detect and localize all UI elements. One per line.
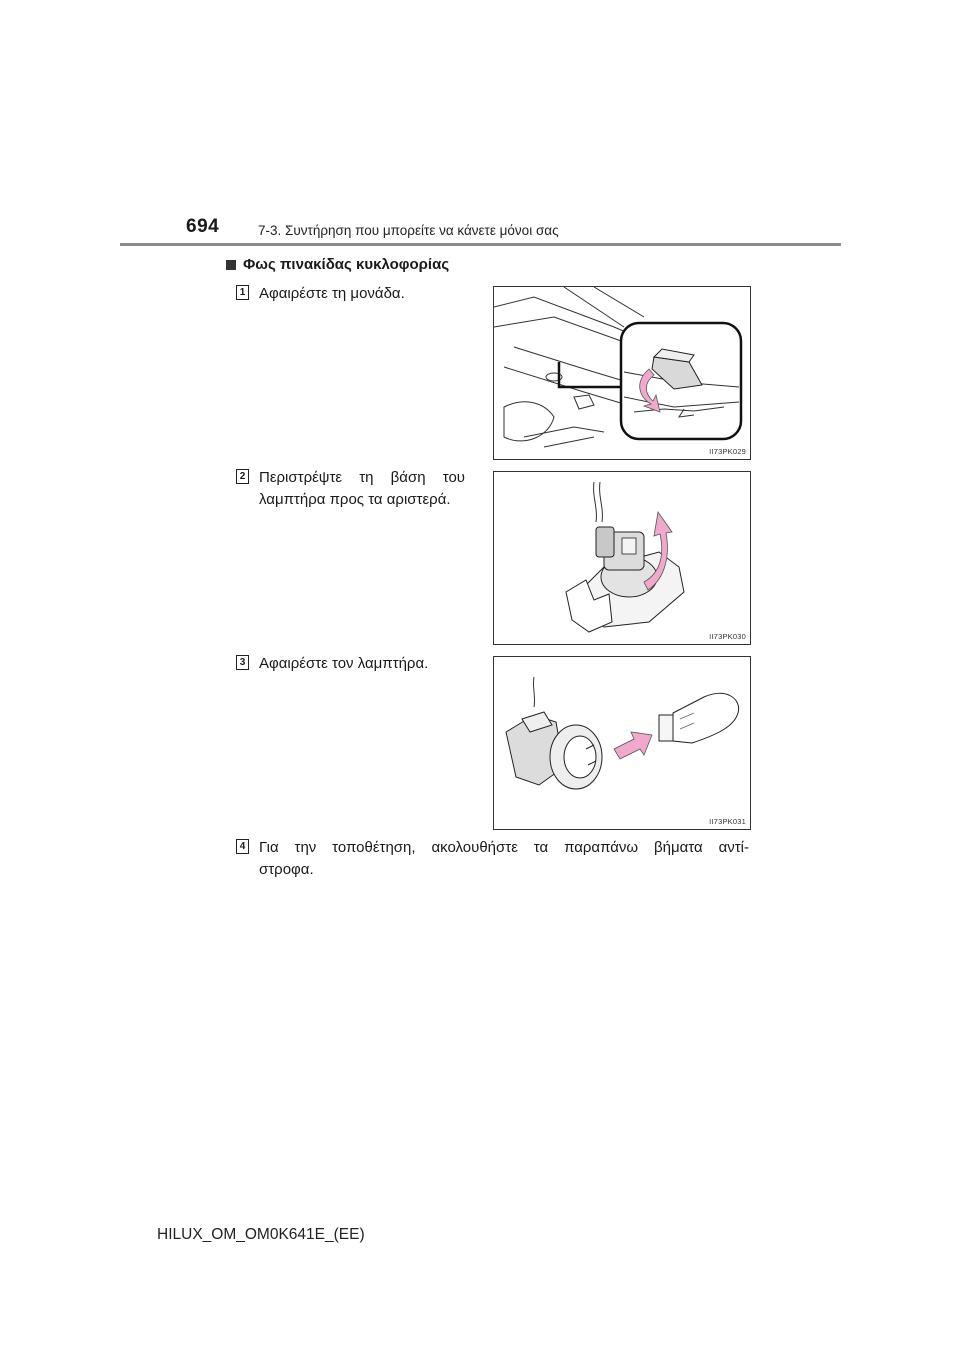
document-code: HILUX_OM_OM0K641E_(EE): [157, 1226, 365, 1243]
step-number-3: 3: [236, 655, 249, 670]
figure-code: II73PK030: [709, 632, 746, 641]
square-bullet-icon: [226, 260, 236, 270]
step-4-text-line1: Για την τοποθέτηση, ακολουθήστε τα παραπάνω βήματα αντί-: [259, 839, 749, 856]
step-number-1: 1: [236, 285, 249, 300]
remove-bulb-illustration: [494, 657, 750, 829]
page-number: 694: [186, 216, 220, 237]
section-path: 7-3. Συντήρηση που μπορείτε να κάνετε μόνοι σας: [258, 223, 559, 238]
rotate-socket-illustration: [494, 472, 750, 644]
step-2-text-line1: Περιστρέψτε τη βάση του: [259, 469, 465, 486]
step-3-text: Αφαιρέστε τον λαμπτήρα.: [259, 655, 429, 672]
step-2-text-line2: λαμπτήρα προς τα αριστερά.: [259, 491, 451, 508]
figure-code: II73PK029: [709, 447, 746, 456]
step-1-text: Αφαιρέστε τη μονάδα.: [259, 285, 405, 302]
figure-rotate-socket: [493, 471, 751, 645]
step-4-text-line2: στροφα.: [259, 861, 314, 878]
remove-unit-illustration: [494, 287, 750, 459]
section-title: Φως πινακίδας κυκλοφορίας: [243, 256, 450, 273]
figure-remove-unit: [493, 286, 751, 460]
step-number-4: 4: [236, 839, 249, 854]
section-heading: [226, 256, 449, 273]
figure-remove-bulb: [493, 656, 751, 830]
step-number-2: 2: [236, 469, 249, 484]
header-divider: [120, 243, 841, 246]
figure-code: II73PK031: [709, 817, 746, 826]
